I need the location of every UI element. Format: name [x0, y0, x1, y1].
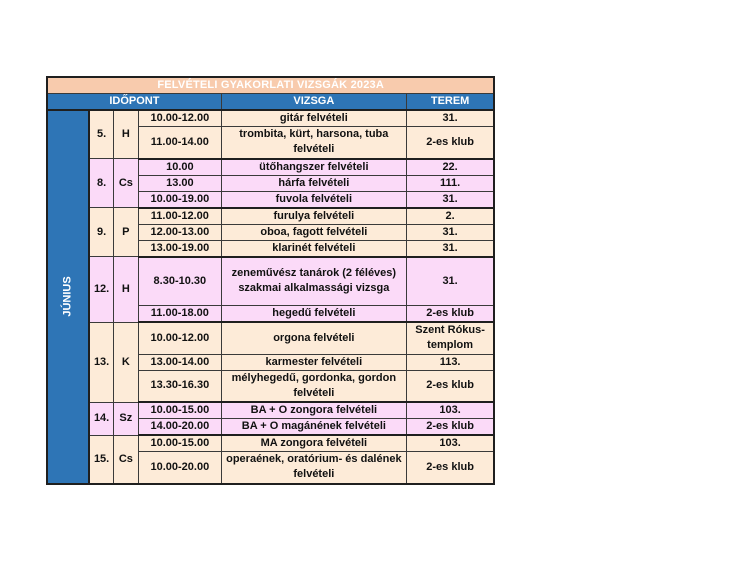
- exam-cell: klarinét felvételi: [221, 240, 406, 257]
- time-cell: 11.00-18.00: [138, 306, 221, 323]
- room-cell: 31.: [406, 191, 494, 208]
- time-cell: 10.00-15.00: [138, 435, 221, 452]
- exam-cell: orgona felvételi: [221, 322, 406, 354]
- month-label: JÚNIUS: [61, 276, 74, 317]
- schedule-row: [47, 322, 494, 354]
- room-cell: 103.: [406, 435, 494, 452]
- time-cell: 10.00: [138, 159, 221, 176]
- time-cell: 10.00-12.00: [138, 110, 221, 127]
- exam-cell: hárfa felvételi: [221, 175, 406, 191]
- time-cell: 13.00-19.00: [138, 240, 221, 257]
- day-weekday: Cs: [113, 435, 138, 484]
- exam-cell: zeneművész tanárok (2 féléves) szakmai alkalmassági vizsga: [221, 257, 406, 306]
- room-cell: 2-es klub: [406, 370, 494, 402]
- time-cell: 11.00-14.00: [138, 127, 221, 159]
- day-weekday: Cs: [113, 159, 138, 208]
- room-cell: 31.: [406, 110, 494, 127]
- time-cell: 10.00-20.00: [138, 452, 221, 484]
- exam-cell: trombita, kürt, harsona, tuba felvételi: [221, 127, 406, 159]
- day-weekday: P: [113, 208, 138, 257]
- header-exam: VIZSGA: [221, 94, 406, 111]
- day-date: 8.: [89, 159, 113, 208]
- time-cell: 12.00-13.00: [138, 224, 221, 240]
- exam-cell: BA + O zongora felvételi: [221, 402, 406, 419]
- day-date: 9.: [89, 208, 113, 257]
- month-cell: [47, 110, 89, 484]
- exam-cell: operaének, oratórium- és dalének felvételi: [221, 452, 406, 484]
- schedule-row: [47, 208, 494, 225]
- schedule-row: [47, 257, 494, 306]
- exam-schedule-table: [46, 76, 495, 485]
- exam-cell: furulya felvételi: [221, 208, 406, 225]
- room-cell: Szent Rókus-templom: [406, 322, 494, 354]
- time-cell: 13.00-14.00: [138, 354, 221, 370]
- time-cell: 14.00-20.00: [138, 419, 221, 436]
- time-cell: 13.30-16.30: [138, 370, 221, 402]
- day-date: 15.: [89, 435, 113, 484]
- day-date: 14.: [89, 402, 113, 435]
- room-cell: 111.: [406, 175, 494, 191]
- day-date: 13.: [89, 322, 113, 402]
- time-cell: 10.00-12.00: [138, 322, 221, 354]
- exam-cell: mélyhegedű, gordonka, gordon felvételi: [221, 370, 406, 402]
- exam-cell: ütőhangszer felvételi: [221, 159, 406, 176]
- room-cell: 2.: [406, 208, 494, 225]
- exam-cell: BA + O magánének felvételi: [221, 419, 406, 436]
- table-title: FELVÉTELI GYAKORLATI VIZSGÁK 2023A: [47, 77, 494, 94]
- room-cell: 2-es klub: [406, 419, 494, 436]
- day-weekday: Sz: [113, 402, 138, 435]
- schedule-row: [47, 435, 494, 452]
- exam-cell: karmester felvételi: [221, 354, 406, 370]
- exam-cell: gitár felvételi: [221, 110, 406, 127]
- exam-cell: oboa, fagott felvételi: [221, 224, 406, 240]
- day-date: 5.: [89, 110, 113, 159]
- day-date: 12.: [89, 257, 113, 323]
- room-cell: 31.: [406, 224, 494, 240]
- room-cell: 22.: [406, 159, 494, 176]
- room-cell: 31.: [406, 257, 494, 306]
- time-cell: 11.00-12.00: [138, 208, 221, 225]
- day-weekday: H: [113, 110, 138, 159]
- room-cell: 2-es klub: [406, 127, 494, 159]
- day-weekday: H: [113, 257, 138, 323]
- exam-cell: hegedű felvételi: [221, 306, 406, 323]
- room-cell: 2-es klub: [406, 452, 494, 484]
- header-time: IDŐPONT: [47, 94, 221, 111]
- exam-cell: MA zongora felvételi: [221, 435, 406, 452]
- header-room: TEREM: [406, 94, 494, 111]
- time-cell: 13.00: [138, 175, 221, 191]
- schedule-row: [47, 110, 494, 127]
- room-cell: 113.: [406, 354, 494, 370]
- room-cell: 2-es klub: [406, 306, 494, 323]
- time-cell: 10.00-15.00: [138, 402, 221, 419]
- time-cell: 10.00-19.00: [138, 191, 221, 208]
- day-weekday: K: [113, 322, 138, 402]
- room-cell: 31.: [406, 240, 494, 257]
- room-cell: 103.: [406, 402, 494, 419]
- schedule-row: [47, 159, 494, 176]
- time-cell: 8.30-10.30: [138, 257, 221, 306]
- schedule-row: [47, 402, 494, 419]
- exam-cell: fuvola felvételi: [221, 191, 406, 208]
